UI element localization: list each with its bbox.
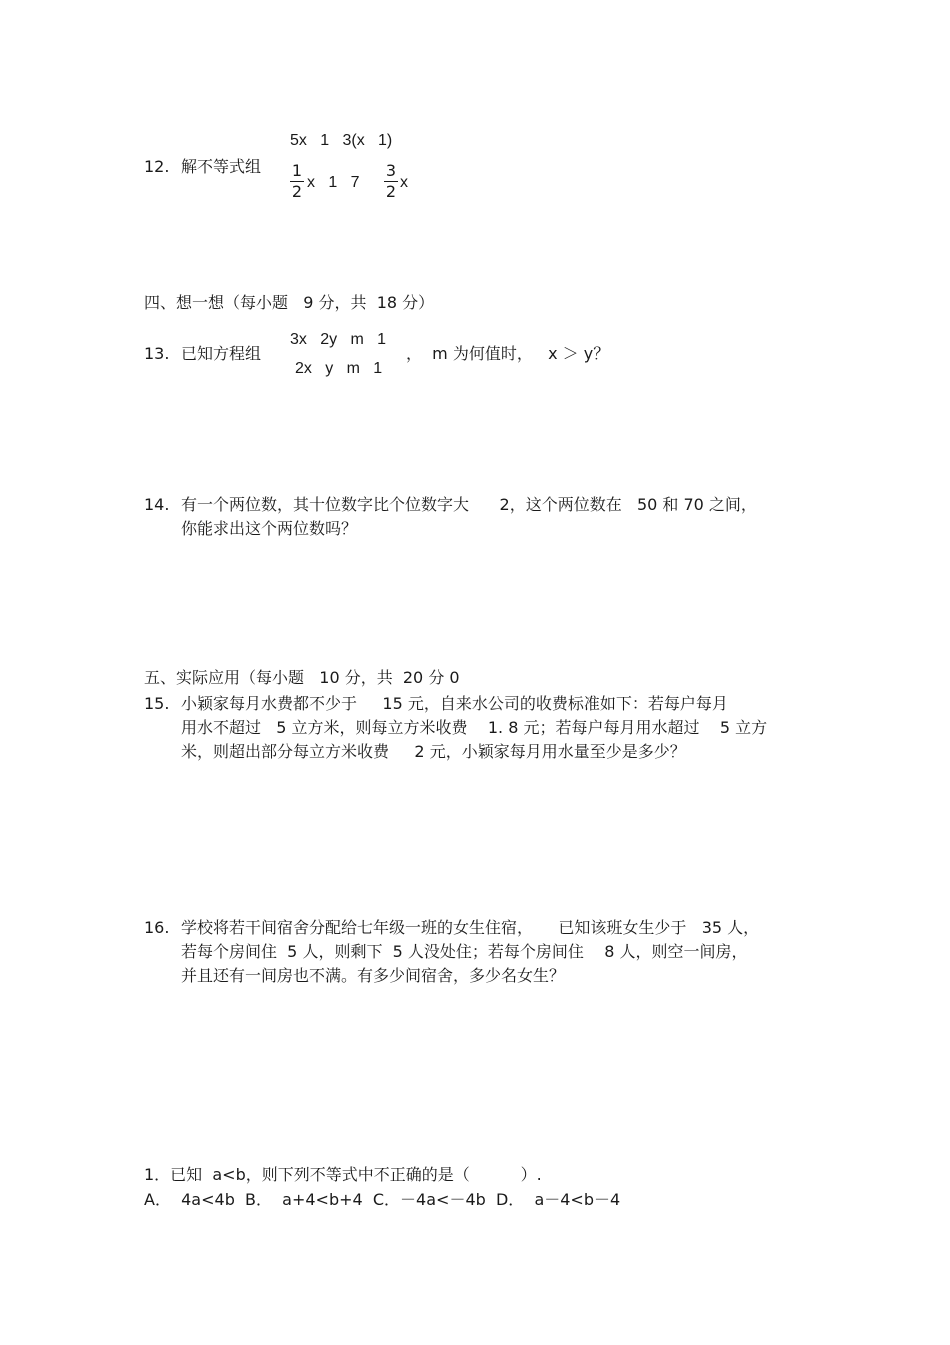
q12-inequality-1: 5x 1 3(x 1) [290, 132, 393, 149]
q1-stem: 1．已知 a<b，则下列不等式中不正确的是（ ）. [144, 1165, 542, 1184]
q16-line-3: 并且还有一间房也不满。有多少间宿舍，多少名女生？ [181, 966, 566, 985]
q1-options: A． 4a<4b B． a+4<b+4 C．－4a<－4b D． a－4<b－4 [144, 1190, 621, 1209]
q15-line-3: 米，则超出部分每立方米收费 2 元，小颖家每月用水量至少是多少？ [181, 742, 686, 761]
q14-line-2: 你能求出这个两位数吗？ [181, 519, 358, 538]
q14-line-1: 有一个两位数，其十位数字比个位数字大 2，这个两位数在 50 和 70 之间， [181, 495, 757, 514]
q16-line-2: 若每个房间住 5 人，则剩下 5 人没处住；若每个房间住 8 人，则空一间房， [181, 942, 748, 961]
q12-fraction-2 [384, 162, 398, 201]
q14-number: 14. [144, 495, 170, 514]
q15-line-1: 小颖家每月水费都不少于 15 元，自来水公司的收费标准如下：若每户每月 [181, 694, 728, 713]
q16-number: 16. [144, 918, 170, 937]
q13-question: ， m 为何值时， x ＞ y？ [406, 344, 610, 363]
q13-label: 已知方程组 [181, 344, 262, 363]
q15-number: 15. [144, 694, 170, 713]
q12-inequality-2-end: x [400, 174, 408, 191]
fraction-denominator: 2 [385, 182, 397, 201]
q13-equation-2: 2x y m 1 [295, 360, 383, 377]
q13-equation-1: 3x 2y m 1 [290, 331, 387, 348]
q12-number: 12. [144, 157, 170, 176]
section-5-heading: 五、实际应用（每小题 10 分，共 20 分 0 [144, 668, 460, 687]
q13-number: 13. [144, 344, 170, 363]
fraction-numerator: 1 [291, 161, 303, 180]
q16-line-1: 学校将若干间宿舍分配给七年级一班的女生住宿， 已知该班女生少于 35 人， [181, 918, 760, 937]
section-4-heading: 四、想一想（每小题 9 分，共 18 分） [144, 293, 435, 312]
q12-inequality-2-middle: x 1 7 [307, 174, 360, 191]
fraction-denominator: 2 [291, 182, 303, 201]
q12-fraction-1 [290, 162, 304, 201]
q15-line-2: 用水不超过 5 立方米，则每立方米收费 1. 8 元；若每户每月用水超过 5 立方 [181, 718, 768, 737]
fraction-numerator: 3 [385, 161, 397, 180]
q12-label: 解不等式组 [181, 157, 262, 176]
